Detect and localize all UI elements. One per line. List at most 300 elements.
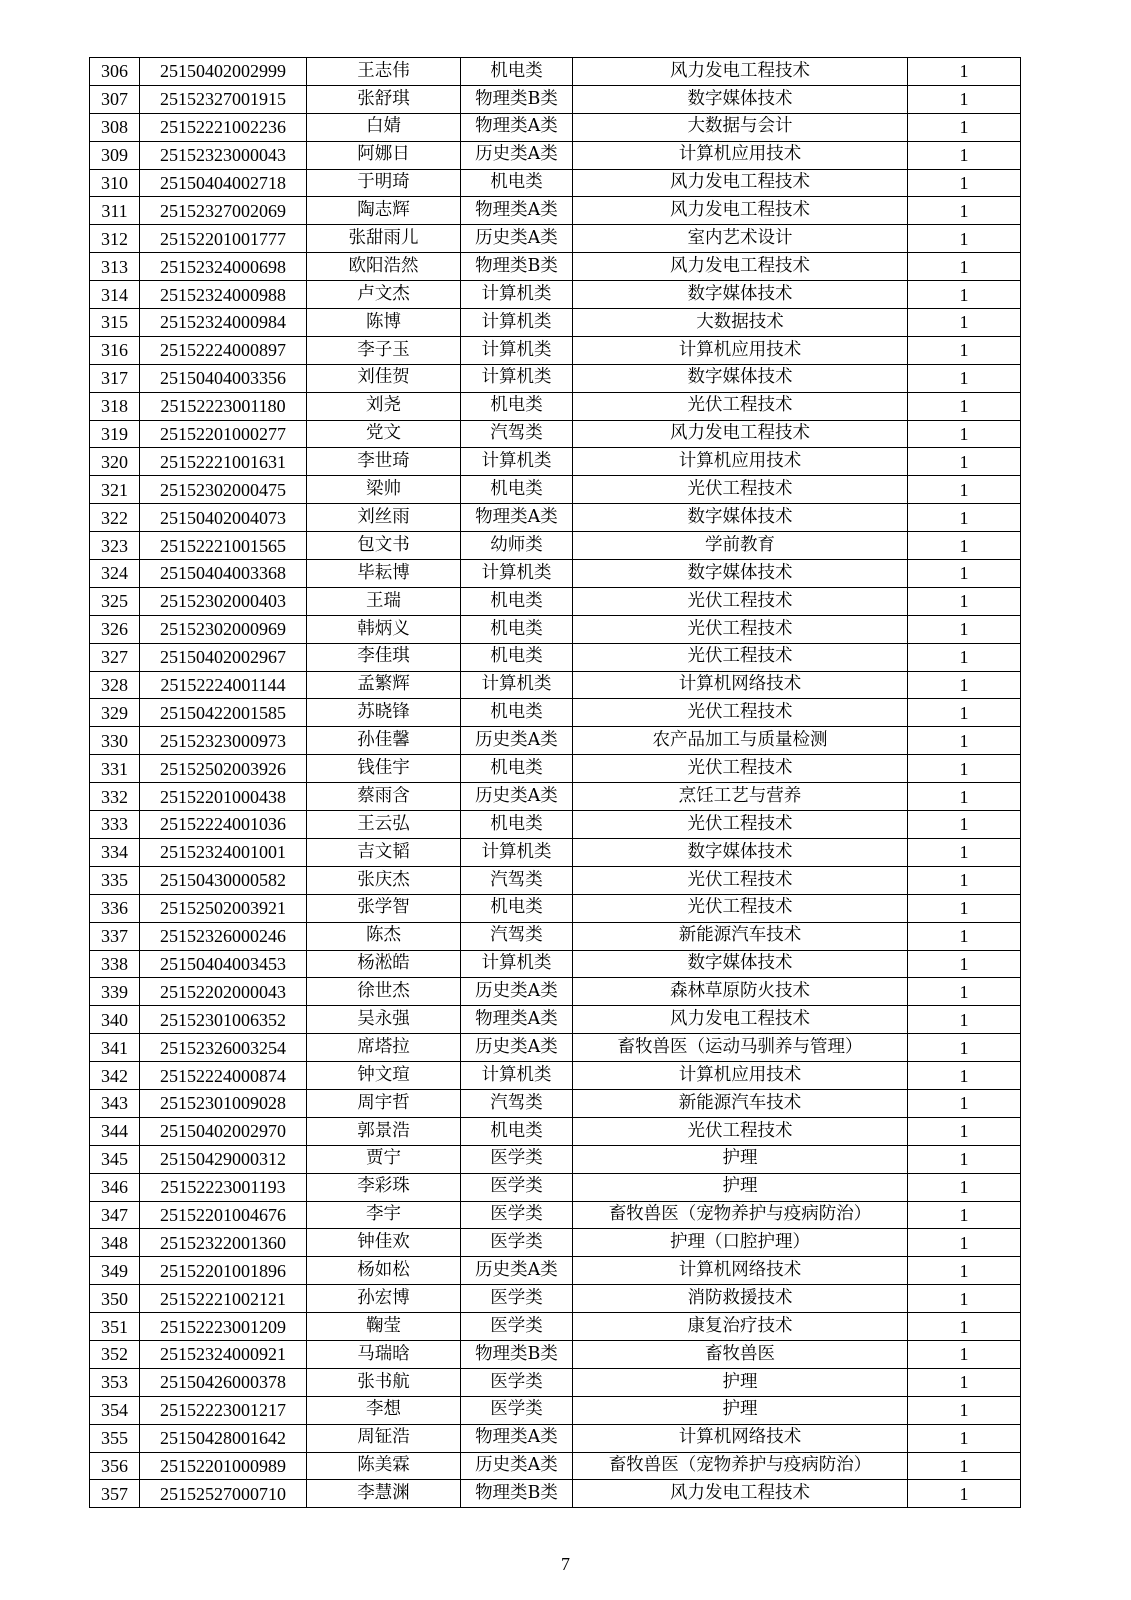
- table-row: [90, 253, 1021, 281]
- cell-count: 1: [908, 309, 1021, 337]
- cell-seq-no: 328: [90, 671, 140, 699]
- cell-exam-id: 25152201004676: [140, 1201, 307, 1229]
- table-row: [90, 1480, 1021, 1508]
- cell-exam-id: 25152322001360: [140, 1229, 307, 1257]
- cell-major: 光伏工程技术: [573, 1117, 908, 1145]
- table-row: [90, 1062, 1021, 1090]
- cell-exam-id: 25150402002999: [140, 58, 307, 86]
- cell-category: 机电类: [461, 755, 573, 783]
- cell-category: 物理类B类: [461, 85, 573, 113]
- cell-category: 计算机类: [461, 950, 573, 978]
- cell-student-name: 杨淞皓: [307, 950, 461, 978]
- cell-category: 医学类: [461, 1313, 573, 1341]
- cell-seq-no: 319: [90, 420, 140, 448]
- cell-major: 计算机应用技术: [573, 1062, 908, 1090]
- table-row: [90, 1424, 1021, 1452]
- cell-seq-no: 313: [90, 253, 140, 281]
- cell-category: 机电类: [461, 169, 573, 197]
- table-row: [90, 699, 1021, 727]
- cell-major: 室内艺术设计: [573, 225, 908, 253]
- cell-category: 医学类: [461, 1173, 573, 1201]
- table-row: [90, 922, 1021, 950]
- cell-category: 机电类: [461, 392, 573, 420]
- cell-exam-id: 25150404003453: [140, 950, 307, 978]
- cell-category: 医学类: [461, 1145, 573, 1173]
- cell-count: 1: [908, 894, 1021, 922]
- cell-major: 计算机网络技术: [573, 1257, 908, 1285]
- cell-exam-id: 25152301009028: [140, 1089, 307, 1117]
- cell-count: 1: [908, 1368, 1021, 1396]
- cell-count: 1: [908, 532, 1021, 560]
- cell-count: 1: [908, 1062, 1021, 1090]
- cell-exam-id: 25152223001180: [140, 392, 307, 420]
- cell-student-name: 吉文韬: [307, 838, 461, 866]
- cell-exam-id: 25150402002967: [140, 643, 307, 671]
- cell-seq-no: 349: [90, 1257, 140, 1285]
- table-row: [90, 392, 1021, 420]
- cell-student-name: 王云弘: [307, 811, 461, 839]
- cell-count: 1: [908, 281, 1021, 309]
- table-row: [90, 811, 1021, 839]
- table-row: [90, 1089, 1021, 1117]
- cell-category: 汽驾类: [461, 866, 573, 894]
- table-row: [90, 783, 1021, 811]
- cell-student-name: 毕耘博: [307, 560, 461, 588]
- cell-category: 机电类: [461, 476, 573, 504]
- cell-exam-id: 25152201000277: [140, 420, 307, 448]
- cell-category: 历史类A类: [461, 225, 573, 253]
- cell-seq-no: 338: [90, 950, 140, 978]
- cell-category: 机电类: [461, 811, 573, 839]
- cell-student-name: 梁帅: [307, 476, 461, 504]
- page-number: 7: [561, 1554, 570, 1574]
- cell-category: 物理类A类: [461, 113, 573, 141]
- cell-major: 畜牧兽医（宠物养护与疫病防治）: [573, 1201, 908, 1229]
- table-row: [90, 85, 1021, 113]
- cell-seq-no: 350: [90, 1285, 140, 1313]
- cell-major: 大数据技术: [573, 309, 908, 337]
- table-row: [90, 950, 1021, 978]
- cell-count: 1: [908, 727, 1021, 755]
- cell-category: 历史类A类: [461, 1452, 573, 1480]
- table-row: [90, 560, 1021, 588]
- cell-category: 计算机类: [461, 560, 573, 588]
- table-row: [90, 1173, 1021, 1201]
- cell-seq-no: 310: [90, 169, 140, 197]
- table-row: [90, 1006, 1021, 1034]
- cell-student-name: 李宇: [307, 1201, 461, 1229]
- cell-major: 计算机应用技术: [573, 336, 908, 364]
- cell-seq-no: 315: [90, 309, 140, 337]
- cell-student-name: 白婧: [307, 113, 461, 141]
- cell-seq-no: 308: [90, 113, 140, 141]
- cell-major: 风力发电工程技术: [573, 197, 908, 225]
- table-row: [90, 141, 1021, 169]
- cell-exam-id: 25152224001144: [140, 671, 307, 699]
- cell-student-name: 党文: [307, 420, 461, 448]
- cell-count: 1: [908, 755, 1021, 783]
- cell-count: 1: [908, 643, 1021, 671]
- cell-count: 1: [908, 615, 1021, 643]
- cell-category: 汽驾类: [461, 922, 573, 950]
- cell-count: 1: [908, 253, 1021, 281]
- cell-category: 物理类A类: [461, 1006, 573, 1034]
- cell-student-name: 苏晓锋: [307, 699, 461, 727]
- cell-seq-no: 333: [90, 811, 140, 839]
- table-row: [90, 1145, 1021, 1173]
- cell-major: 康复治疗技术: [573, 1313, 908, 1341]
- cell-exam-id: 25150402002970: [140, 1117, 307, 1145]
- cell-student-name: 吴永强: [307, 1006, 461, 1034]
- table-row: [90, 476, 1021, 504]
- cell-count: 1: [908, 1285, 1021, 1313]
- cell-exam-id: 25152223001217: [140, 1396, 307, 1424]
- cell-seq-no: 351: [90, 1313, 140, 1341]
- cell-major: 护理: [573, 1368, 908, 1396]
- cell-major: 光伏工程技术: [573, 587, 908, 615]
- table-row: [90, 894, 1021, 922]
- cell-seq-no: 316: [90, 336, 140, 364]
- cell-category: 计算机类: [461, 309, 573, 337]
- cell-exam-id: 25152201001896: [140, 1257, 307, 1285]
- cell-major: 森林草原防火技术: [573, 978, 908, 1006]
- table-body: [90, 58, 1021, 1508]
- cell-major: 风力发电工程技术: [573, 420, 908, 448]
- cell-seq-no: 340: [90, 1006, 140, 1034]
- cell-exam-id: 25150430000582: [140, 866, 307, 894]
- cell-student-name: 张书航: [307, 1368, 461, 1396]
- cell-student-name: 卢文杰: [307, 281, 461, 309]
- cell-seq-no: 356: [90, 1452, 140, 1480]
- cell-count: 1: [908, 336, 1021, 364]
- cell-count: 1: [908, 866, 1021, 894]
- cell-exam-id: 25152326003254: [140, 1034, 307, 1062]
- cell-category: 医学类: [461, 1201, 573, 1229]
- cell-seq-no: 314: [90, 281, 140, 309]
- cell-exam-id: 25152327002069: [140, 197, 307, 225]
- cell-count: 1: [908, 169, 1021, 197]
- cell-exam-id: 25152224000874: [140, 1062, 307, 1090]
- cell-count: 1: [908, 1480, 1021, 1508]
- cell-major: 数字媒体技术: [573, 281, 908, 309]
- cell-major: 计算机网络技术: [573, 1424, 908, 1452]
- cell-count: 1: [908, 1034, 1021, 1062]
- cell-major: 护理: [573, 1145, 908, 1173]
- cell-student-name: 马瑞晗: [307, 1340, 461, 1368]
- cell-major: 光伏工程技术: [573, 643, 908, 671]
- cell-student-name: 陈博: [307, 309, 461, 337]
- cell-count: 1: [908, 838, 1021, 866]
- cell-seq-no: 353: [90, 1368, 140, 1396]
- table-row: [90, 671, 1021, 699]
- cell-major: 消防救援技术: [573, 1285, 908, 1313]
- cell-count: 1: [908, 811, 1021, 839]
- cell-exam-id: 25152202000043: [140, 978, 307, 1006]
- cell-seq-no: 346: [90, 1173, 140, 1201]
- cell-student-name: 孙佳馨: [307, 727, 461, 755]
- cell-student-name: 阿娜日: [307, 141, 461, 169]
- cell-major: 数字媒体技术: [573, 838, 908, 866]
- cell-exam-id: 25152324000921: [140, 1340, 307, 1368]
- cell-student-name: 韩炳义: [307, 615, 461, 643]
- cell-category: 物理类B类: [461, 1480, 573, 1508]
- cell-category: 物理类A类: [461, 1424, 573, 1452]
- cell-student-name: 王志伟: [307, 58, 461, 86]
- table-row: [90, 336, 1021, 364]
- cell-major: 新能源汽车技术: [573, 922, 908, 950]
- cell-exam-id: 25150402004073: [140, 504, 307, 532]
- cell-exam-id: 25152221001565: [140, 532, 307, 560]
- cell-count: 1: [908, 392, 1021, 420]
- cell-major: 畜牧兽医（宠物养护与疫病防治）: [573, 1452, 908, 1480]
- table-row: [90, 1034, 1021, 1062]
- cell-seq-no: 352: [90, 1340, 140, 1368]
- cell-student-name: 钱佳宇: [307, 755, 461, 783]
- cell-major: 数字媒体技术: [573, 950, 908, 978]
- cell-count: 1: [908, 1145, 1021, 1173]
- cell-student-name: 张学智: [307, 894, 461, 922]
- cell-seq-no: 341: [90, 1034, 140, 1062]
- cell-exam-id: 25152302000403: [140, 587, 307, 615]
- table-row: [90, 587, 1021, 615]
- cell-exam-id: 25152302000475: [140, 476, 307, 504]
- cell-count: 1: [908, 141, 1021, 169]
- table-row: [90, 866, 1021, 894]
- cell-major: 光伏工程技术: [573, 476, 908, 504]
- cell-count: 1: [908, 1173, 1021, 1201]
- cell-seq-no: 326: [90, 615, 140, 643]
- cell-exam-id: 25152327001915: [140, 85, 307, 113]
- cell-count: 1: [908, 950, 1021, 978]
- cell-category: 历史类A类: [461, 1034, 573, 1062]
- cell-exam-id: 25152323000973: [140, 727, 307, 755]
- cell-seq-no: 325: [90, 587, 140, 615]
- cell-major: 光伏工程技术: [573, 615, 908, 643]
- cell-category: 物理类B类: [461, 1340, 573, 1368]
- cell-category: 物理类A类: [461, 504, 573, 532]
- cell-exam-id: 25150404003356: [140, 364, 307, 392]
- cell-count: 1: [908, 1424, 1021, 1452]
- table-row: [90, 420, 1021, 448]
- cell-seq-no: 336: [90, 894, 140, 922]
- cell-seq-no: 330: [90, 727, 140, 755]
- cell-count: 1: [908, 1006, 1021, 1034]
- cell-seq-no: 354: [90, 1396, 140, 1424]
- table-row: [90, 1340, 1021, 1368]
- table-row: [90, 1313, 1021, 1341]
- cell-student-name: 鞠莹: [307, 1313, 461, 1341]
- cell-student-name: 孙宏博: [307, 1285, 461, 1313]
- cell-student-name: 席塔拉: [307, 1034, 461, 1062]
- cell-seq-no: 331: [90, 755, 140, 783]
- cell-seq-no: 334: [90, 838, 140, 866]
- cell-count: 1: [908, 1452, 1021, 1480]
- cell-count: 1: [908, 1201, 1021, 1229]
- cell-count: 1: [908, 476, 1021, 504]
- cell-seq-no: 335: [90, 866, 140, 894]
- cell-seq-no: 327: [90, 643, 140, 671]
- cell-category: 机电类: [461, 615, 573, 643]
- cell-seq-no: 357: [90, 1480, 140, 1508]
- cell-category: 医学类: [461, 1396, 573, 1424]
- cell-category: 医学类: [461, 1229, 573, 1257]
- cell-count: 1: [908, 699, 1021, 727]
- table-row: [90, 197, 1021, 225]
- cell-exam-id: 25152224000897: [140, 336, 307, 364]
- cell-exam-id: 25150422001585: [140, 699, 307, 727]
- cell-major: 风力发电工程技术: [573, 58, 908, 86]
- cell-count: 1: [908, 225, 1021, 253]
- cell-seq-no: 343: [90, 1089, 140, 1117]
- table-row: [90, 1229, 1021, 1257]
- cell-exam-id: 25152527000710: [140, 1480, 307, 1508]
- table-row: [90, 978, 1021, 1006]
- cell-exam-id: 25152201001777: [140, 225, 307, 253]
- table-row: [90, 504, 1021, 532]
- cell-exam-id: 25152224001036: [140, 811, 307, 839]
- table-row: [90, 448, 1021, 476]
- cell-exam-id: 25150429000312: [140, 1145, 307, 1173]
- cell-student-name: 于明琦: [307, 169, 461, 197]
- cell-category: 历史类A类: [461, 727, 573, 755]
- cell-student-name: 钟文瑄: [307, 1062, 461, 1090]
- cell-student-name: 徐世杰: [307, 978, 461, 1006]
- cell-seq-no: 312: [90, 225, 140, 253]
- cell-student-name: 钟佳欢: [307, 1229, 461, 1257]
- cell-category: 计算机类: [461, 671, 573, 699]
- cell-category: 机电类: [461, 1117, 573, 1145]
- cell-count: 1: [908, 560, 1021, 588]
- cell-exam-id: 25152324000984: [140, 309, 307, 337]
- cell-exam-id: 25150426000378: [140, 1368, 307, 1396]
- cell-category: 机电类: [461, 58, 573, 86]
- cell-exam-id: 25152221002236: [140, 113, 307, 141]
- cell-student-name: 李佳琪: [307, 643, 461, 671]
- cell-exam-id: 25152324000988: [140, 281, 307, 309]
- cell-seq-no: 321: [90, 476, 140, 504]
- cell-exam-id: 25152323000043: [140, 141, 307, 169]
- cell-seq-no: 320: [90, 448, 140, 476]
- cell-major: 计算机应用技术: [573, 448, 908, 476]
- cell-student-name: 李彩珠: [307, 1173, 461, 1201]
- cell-seq-no: 306: [90, 58, 140, 86]
- cell-seq-no: 307: [90, 85, 140, 113]
- cell-seq-no: 329: [90, 699, 140, 727]
- cell-seq-no: 342: [90, 1062, 140, 1090]
- cell-category: 机电类: [461, 643, 573, 671]
- table-row: [90, 1257, 1021, 1285]
- cell-exam-id: 25152326000246: [140, 922, 307, 950]
- cell-count: 1: [908, 1117, 1021, 1145]
- cell-count: 1: [908, 197, 1021, 225]
- cell-exam-id: 25152502003926: [140, 755, 307, 783]
- cell-exam-id: 25152221001631: [140, 448, 307, 476]
- table-row: [90, 755, 1021, 783]
- cell-major: 光伏工程技术: [573, 699, 908, 727]
- cell-category: 计算机类: [461, 1062, 573, 1090]
- cell-major: 光伏工程技术: [573, 866, 908, 894]
- cell-major: 风力发电工程技术: [573, 1006, 908, 1034]
- cell-exam-id: 25152502003921: [140, 894, 307, 922]
- cell-student-name: 张甜雨儿: [307, 225, 461, 253]
- cell-student-name: 周钲浩: [307, 1424, 461, 1452]
- cell-major: 光伏工程技术: [573, 811, 908, 839]
- cell-major: 数字媒体技术: [573, 364, 908, 392]
- cell-seq-no: 324: [90, 560, 140, 588]
- cell-count: 1: [908, 1257, 1021, 1285]
- cell-student-name: 张舒琪: [307, 85, 461, 113]
- cell-seq-no: 339: [90, 978, 140, 1006]
- cell-count: 1: [908, 85, 1021, 113]
- table-row: [90, 532, 1021, 560]
- cell-student-name: 刘丝雨: [307, 504, 461, 532]
- cell-student-name: 李慧渊: [307, 1480, 461, 1508]
- admission-table: [89, 57, 1021, 1508]
- cell-count: 1: [908, 504, 1021, 532]
- cell-major: 光伏工程技术: [573, 894, 908, 922]
- cell-category: 机电类: [461, 699, 573, 727]
- cell-category: 历史类A类: [461, 141, 573, 169]
- cell-major: 计算机网络技术: [573, 671, 908, 699]
- cell-count: 1: [908, 1313, 1021, 1341]
- table-row: [90, 615, 1021, 643]
- cell-exam-id: 25152201000438: [140, 783, 307, 811]
- cell-student-name: 陈美霖: [307, 1452, 461, 1480]
- cell-seq-no: 309: [90, 141, 140, 169]
- cell-exam-id: 25152223001209: [140, 1313, 307, 1341]
- table-row: [90, 643, 1021, 671]
- table-row: [90, 1452, 1021, 1480]
- table-row: [90, 727, 1021, 755]
- cell-major: 风力发电工程技术: [573, 253, 908, 281]
- cell-count: 1: [908, 58, 1021, 86]
- cell-major: 护理（口腔护理）: [573, 1229, 908, 1257]
- cell-student-name: 李世琦: [307, 448, 461, 476]
- cell-exam-id: 25152201000989: [140, 1452, 307, 1480]
- table-row: [90, 58, 1021, 86]
- cell-category: 计算机类: [461, 364, 573, 392]
- cell-seq-no: 337: [90, 922, 140, 950]
- table-row: [90, 169, 1021, 197]
- cell-exam-id: 25152223001193: [140, 1173, 307, 1201]
- cell-category: 历史类A类: [461, 783, 573, 811]
- cell-exam-id: 25152301006352: [140, 1006, 307, 1034]
- table-row: [90, 1396, 1021, 1424]
- table-row: [90, 113, 1021, 141]
- cell-major: 新能源汽车技术: [573, 1089, 908, 1117]
- cell-category: 计算机类: [461, 448, 573, 476]
- cell-seq-no: 345: [90, 1145, 140, 1173]
- cell-major: 数字媒体技术: [573, 85, 908, 113]
- cell-seq-no: 318: [90, 392, 140, 420]
- cell-student-name: 陈杰: [307, 922, 461, 950]
- cell-student-name: 孟繁辉: [307, 671, 461, 699]
- cell-seq-no: 311: [90, 197, 140, 225]
- cell-count: 1: [908, 978, 1021, 1006]
- cell-student-name: 杨如松: [307, 1257, 461, 1285]
- cell-count: 1: [908, 448, 1021, 476]
- cell-count: 1: [908, 1089, 1021, 1117]
- table-row: [90, 1285, 1021, 1313]
- cell-seq-no: 323: [90, 532, 140, 560]
- cell-count: 1: [908, 1340, 1021, 1368]
- cell-category: 机电类: [461, 894, 573, 922]
- cell-count: 1: [908, 1229, 1021, 1257]
- cell-exam-id: 25150428001642: [140, 1424, 307, 1452]
- cell-category: 计算机类: [461, 336, 573, 364]
- table-row: [90, 225, 1021, 253]
- cell-category: 汽驾类: [461, 420, 573, 448]
